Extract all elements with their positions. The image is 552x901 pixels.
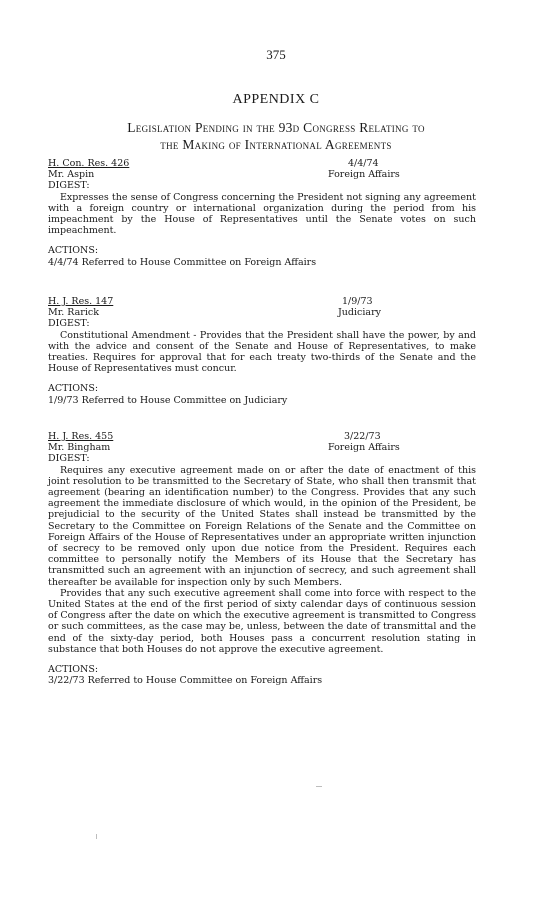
- digest-label: DIGEST:: [48, 318, 90, 330]
- digest-text: Provides that any such executive agreement shall come into force with respect to the United States at the end of the first period of sixty calendar days of continuous session of Congress after the date on which the executive agreement is transmitted to Congress or such committees, as the case may be, unless, between the date of transmittal and the end of the sixty-day period, both Houses pass a concurrent resolution stating in substance that both Houses do not approve the executive agreement.: [48, 587, 476, 655]
- digest-text: Constitutional Amendment - Provides that the President shall have the power, by and with the advice and consent of the Senate and House of Representatives, to make treaties. Requires for approval that for each treaty two-thirds of the Senate and the House of Representatives must concur.: [48, 329, 476, 375]
- bill-header-row: [48, 431, 476, 442]
- bill-entry: [48, 296, 476, 406]
- bill-entry: [48, 158, 476, 268]
- action-item: 1/9/73 Referred to House Committee on Judiciary: [48, 394, 288, 406]
- actions-label: ACTIONS:: [48, 383, 99, 395]
- sponsor-row: [48, 442, 476, 453]
- bill-header-row: [48, 296, 476, 307]
- heading-line-2: the Making of International Agreements: [160, 137, 392, 152]
- action-item: 3/22/73 Referred to House Committee on Foreign Affairs: [48, 675, 323, 687]
- digest-text: Requires any executive agreement made on or after the date of enactment of this joint resolution to be transmitted to the Secretary of State, who shall then transmit that agreement (bearing an identification number) to the Congress. Provides that any such agreement the immediate disclosure of which would, in the opinion of the President, be prejudicial to the security of the United States shall instead be transmitted by the Secretary to the Committee on Foreign Relations of the Senate and the Committee on Foreign Affairs of the House of Representatives under an appropriate written injunction of secrecy to be removed only upon due notice from the President. Requires each committee to personally notify the Members of its House that the Secretary has transmitted such an agreement with an injunction of secrecy, and such agreement shall thereafter be available for inspection only by such Members.: [48, 464, 476, 588]
- appendix-title: APPENDIX C: [232, 92, 320, 107]
- heading-line-1: Legislation Pending in the 93d Congress Relating to: [127, 120, 425, 135]
- sponsor-row: [48, 169, 476, 180]
- scan-speck: [96, 834, 97, 839]
- bill-committee: Foreign Affairs: [328, 169, 400, 181]
- bill-header-row: [48, 158, 476, 169]
- digest-label: DIGEST:: [48, 180, 90, 192]
- bill-number: H. Con. Res. 426: [48, 158, 130, 169]
- bill-committee: Judiciary: [338, 307, 381, 319]
- bill-date: 3/22/73: [344, 431, 381, 442]
- bill-committee: Foreign Affairs: [328, 442, 400, 454]
- bill-number: H. J. Res. 455: [48, 431, 114, 442]
- bill-date: 4/4/74: [348, 158, 379, 169]
- bill-sponsor: Mr. Aspin: [48, 169, 95, 181]
- actions-label: ACTIONS:: [48, 664, 99, 676]
- action-item: 4/4/74 Referred to House Committee on Foreign Affairs: [48, 256, 317, 268]
- bill-sponsor: Mr. Rarick: [48, 307, 99, 319]
- bill-entry: [48, 431, 476, 686]
- digest-label: DIGEST:: [48, 453, 90, 465]
- digest-text: Expresses the sense of Congress concerning the President not signing any agreement with a foreign country or international organization during the period from his impeachment by the House of Representatives until the Senate votes on such impeachment.: [48, 191, 476, 237]
- sponsor-row: [48, 307, 476, 318]
- bill-number: H. J. Res. 147: [48, 296, 114, 307]
- bill-sponsor: Mr. Bingham: [48, 442, 111, 454]
- actions-label: ACTIONS:: [48, 245, 99, 257]
- bill-date: 1/9/73: [342, 296, 373, 307]
- section-heading: [30, 119, 522, 153]
- scan-speck: [316, 786, 322, 787]
- page-number: 375: [266, 47, 286, 62]
